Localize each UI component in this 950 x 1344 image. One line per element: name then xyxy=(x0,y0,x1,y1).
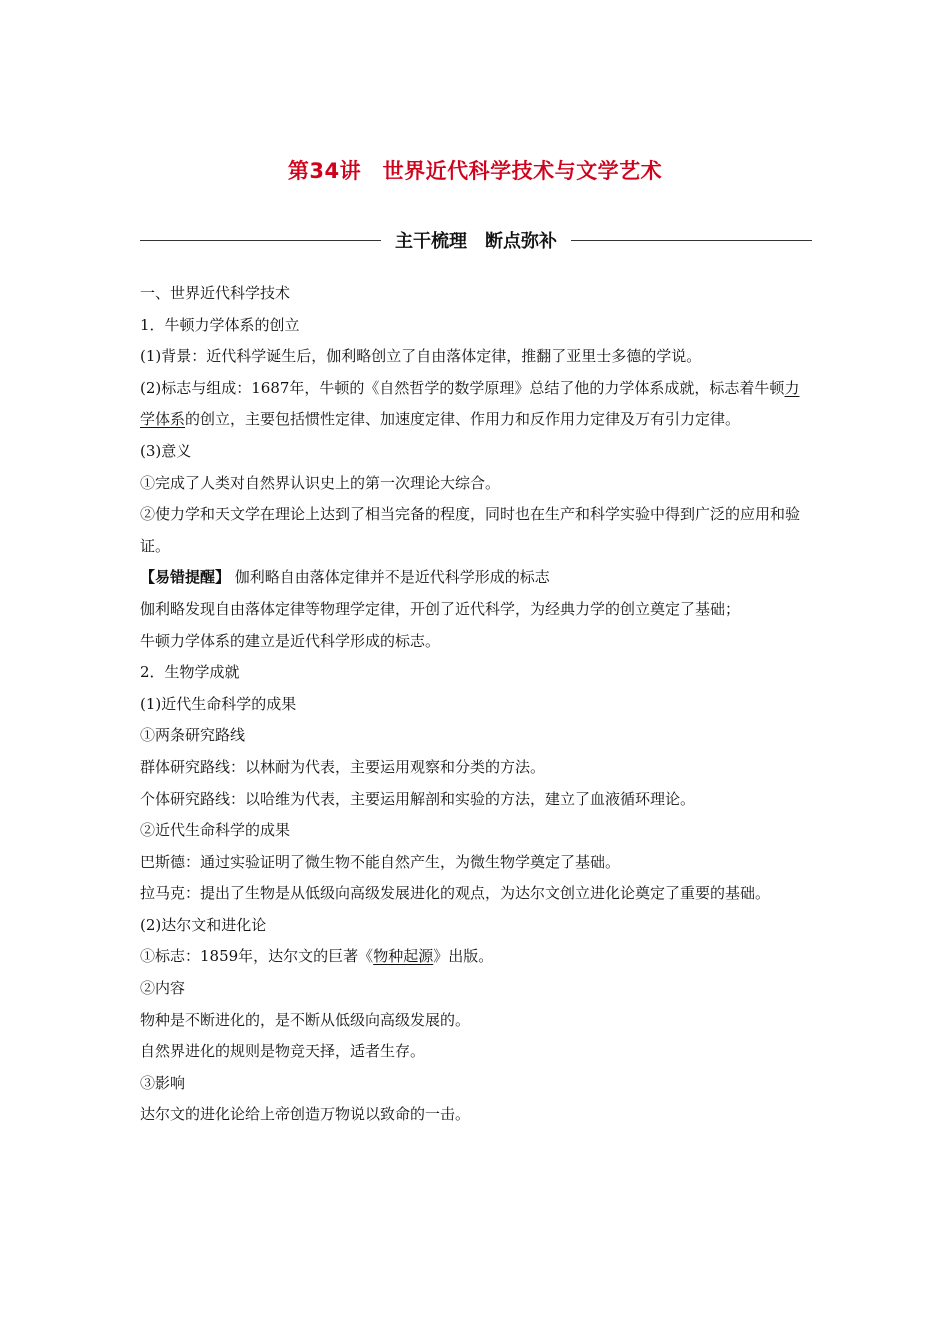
text-run: 》出版。 xyxy=(433,947,494,966)
paragraph: (1)近代生命科学的成果 xyxy=(140,694,297,713)
subsection-title: 1．牛顿力学体系的创立 xyxy=(140,315,300,334)
paragraph: ①完成了人类对自然界认识史上的第一次理论大综合。 xyxy=(140,473,501,492)
paragraph: 个体研究路线：以哈维为代表，主要运用解剖和实验的方法，建立了血液循环理论。 xyxy=(140,789,696,808)
tip-line xyxy=(140,562,812,594)
underlined-term: 物种起源 xyxy=(373,947,434,966)
paragraph: 物种是不断进化的，是不断从低级向高级发展的。 xyxy=(140,1010,471,1029)
subsection-title: 2．生物学成就 xyxy=(140,663,240,682)
text-run: 的创立，主要包括惯性定律、加速度定律、作用力和反作用力定律及万有引力定律。 xyxy=(185,410,741,429)
paragraph: (1)背景：近代科学诞生后，伽利略创立了自由落体定律，推翻了亚里士多德的学说。 xyxy=(140,347,702,366)
paragraph: ②近代生命科学的成果 xyxy=(140,821,291,840)
right-divider xyxy=(571,240,812,241)
paragraph: ①两条研究路线 xyxy=(140,726,246,745)
section-heading-label: 主干梳理 断点弥补 xyxy=(395,231,557,252)
tip-label: 【易错提醒】 xyxy=(140,568,231,587)
heading-level-1: 一、世界近代科学技术 xyxy=(140,284,291,302)
section-heading xyxy=(140,226,812,254)
paragraph: 拉马克：提出了生物是从低级向高级发展进化的观点，为达尔文创立进化论奠定了重要的基础。 xyxy=(140,884,771,903)
tip-text: 伽利略自由落体定律并不是近代科学形成的标志 xyxy=(234,568,550,587)
text-run: ①标志：1859年，达尔文的巨著《 xyxy=(140,947,374,966)
paragraph: ③影响 xyxy=(140,1073,186,1092)
paragraph: 牛顿力学体系的建立是近代科学形成的标志。 xyxy=(140,631,441,650)
paragraph xyxy=(140,941,812,973)
paragraph: ②使力学和天文学在理论上达到了相当完备的程度，同时也在生产和科学实验中得到广泛的应用和验证。 xyxy=(140,505,801,555)
underlined-term: 力学体系 xyxy=(140,378,800,429)
paragraph: (2)达尔文和进化论 xyxy=(140,915,267,934)
left-divider xyxy=(140,240,381,241)
paragraph: 巴斯德：通过实验证明了微生物不能自然产生，为微生物学奠定了基础。 xyxy=(140,852,621,871)
paragraph: ②内容 xyxy=(140,979,186,998)
document-body xyxy=(140,278,812,1131)
paragraph xyxy=(140,373,812,436)
paragraph: 伽利略发现自由落体定律等物理学定律，开创了近代科学，为经典力学的创立奠定了基础； xyxy=(140,599,741,618)
paragraph: (3)意义 xyxy=(140,441,192,460)
page-title: 第34讲 世界近代科学技术与文学艺术 xyxy=(287,159,663,183)
text-run: (2)标志与组成：1687年，牛顿的《自然哲学的数学原理》总结了他的力学体系成就，标志着牛顿 xyxy=(140,378,785,397)
paragraph: 达尔文的进化论给上帝创造万物说以致命的一击。 xyxy=(140,1105,471,1124)
paragraph: 自然界进化的规则是物竞天择，适者生存。 xyxy=(140,1042,426,1061)
paragraph: 群体研究路线：以林耐为代表，主要运用观察和分类的方法。 xyxy=(140,757,546,776)
